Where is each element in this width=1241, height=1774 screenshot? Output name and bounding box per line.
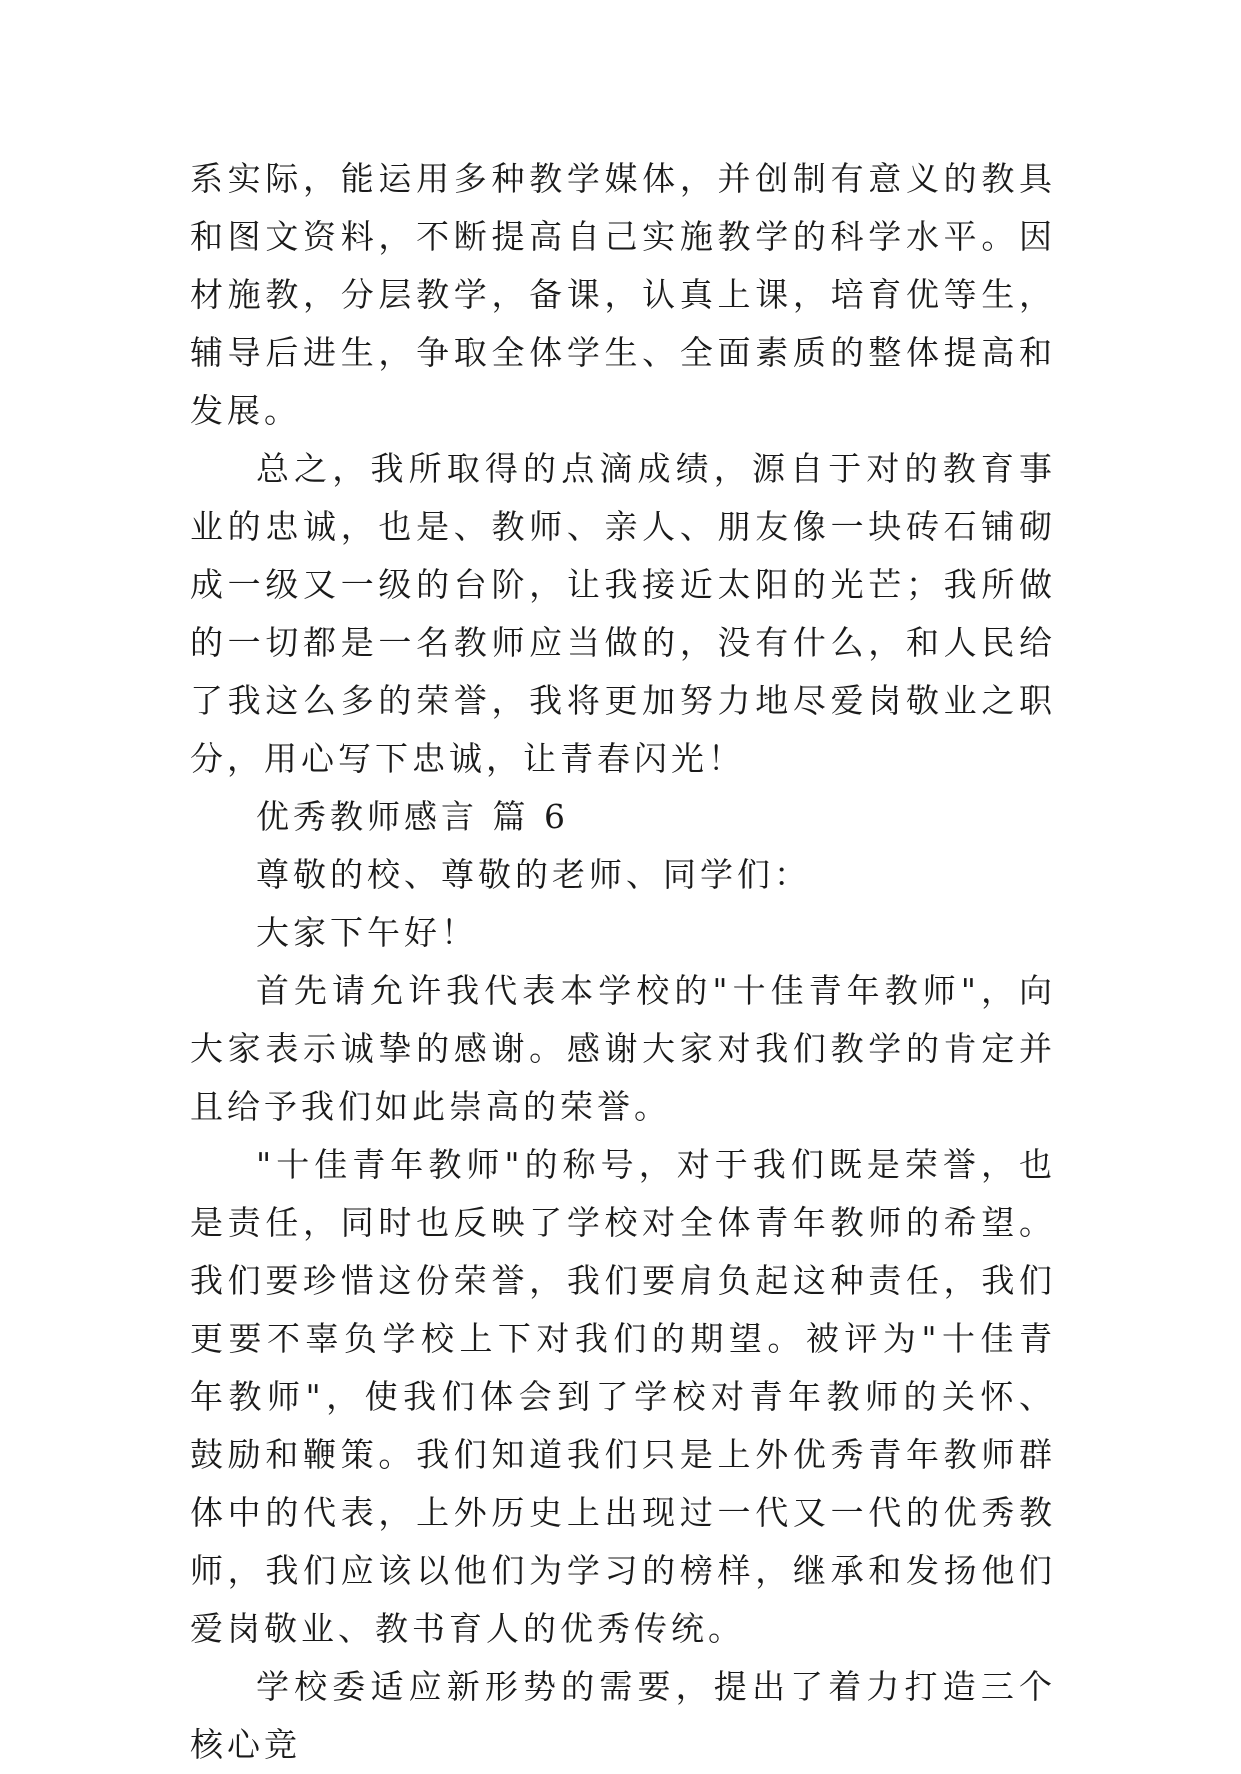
paragraph-summary: 总之，我所取得的点滴成绩，源自于对的教育事业的忠诚，也是、教师、亲人、朋友像一块砖石铺砌成一级又一级的台阶，让我接近太阳的光芒；我所做的一切都是一名教师应当做的，没有什么，和人民给了我这么多的荣誉，我将更加努力地尽爱岗敬业之职分，用心写下忠诚，让青春闪光！	[190, 449, 1056, 778]
paragraph-school-committee: 学校委适应新形势的需要，提出了着力打造三个核心竞	[190, 1667, 1056, 1764]
paragraph-thanks: 首先请允许我代表本学校的"十佳青年教师"，向大家表示诚挚的感谢。感谢大家对我们教学的肯定并且给予我们如此崇高的荣誉。	[190, 971, 1056, 1126]
paragraph-honor: "十佳青年教师"的称号，对于我们既是荣誉，也是责任，同时也反映了学校对全体青年教师的希望。我们要珍惜这份荣誉，我们要肩负起这种责任，我们更要不辜负学校上下对我们的期望。被评为"十佳青年教师"，使我们体会到了学校对青年教师的关怀、鼓励和鞭策。我们知道我们只是上外优秀青年教师群体中的代表，上外历史上出现过一代又一代的优秀教师，我们应该以他们为学习的榜样，继承和发扬他们爱岗敬业、教书育人的优秀传统。	[190, 1145, 1056, 1648]
greeting: 大家下午好！	[256, 913, 478, 952]
paragraph-continued: 系实际，能运用多种教学媒体，并创制有意义的教具和图文资料，不断提高自己实施教学的科学水平。因材施教，分层教学，备课，认真上课，培育优等生，辅导后进生，争取全体学生、全面素质的整体提高和发展。	[190, 159, 1056, 430]
salutation: 尊敬的校、尊敬的老师、同学们：	[256, 855, 811, 894]
section-heading: 优秀教师感言 篇 6	[256, 797, 569, 836]
document-body	[190, 150, 1056, 1774]
